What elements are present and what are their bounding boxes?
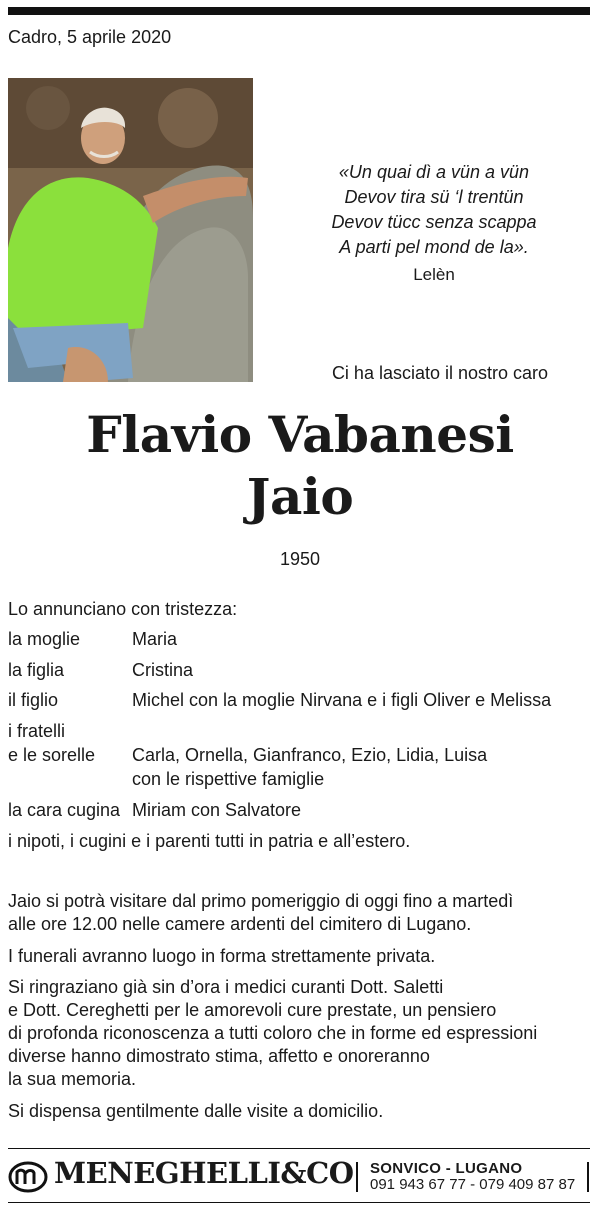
notice-line: la sua memoria. <box>8 1069 137 1089</box>
relatives-line: i nipoti, i cugini e i parenti tutti in patria e all’estero. <box>8 831 411 851</box>
family-value: Miriam con Salvatore <box>132 800 302 820</box>
footer-separator <box>356 1162 358 1192</box>
portrait-photo <box>8 78 253 382</box>
notice-line: Si dispensa gentilmente dalle visite a domicilio. <box>8 1101 384 1121</box>
poem-line: A parti pel mond de la». <box>339 237 529 257</box>
brand-name: MENEGHELLI&CO <box>54 1156 354 1190</box>
funeral-home-logo-icon <box>8 1160 48 1194</box>
footer-location: SONVICO - LUGANO <box>370 1160 523 1177</box>
notice-line: Jaio si potrà visitare dal primo pomeriggio di oggi fino a martedì <box>8 891 514 911</box>
family-value: Michel con la moglie Nirvana e i figli Oliver e Melissa <box>132 690 552 710</box>
family-label: i fratelli <box>8 721 66 741</box>
poem-line: Devov tira sü ‘l trentün <box>344 187 524 207</box>
family-label: la figlia <box>8 660 65 680</box>
footer-separator <box>587 1162 589 1192</box>
announcement: Lo annunciano con tristezza: <box>8 599 238 619</box>
funeral-notice <box>8 945 593 968</box>
deceased-nickname: Jaio <box>246 467 354 526</box>
thanks-notice <box>8 976 593 1091</box>
place-date: Cadro, 5 aprile 2020 <box>8 27 172 47</box>
poem-author: Lelèn <box>413 265 455 284</box>
family-value: con le rispettive famiglie <box>132 769 325 789</box>
deceased-name-block <box>0 404 600 528</box>
family-value: Maria <box>132 629 178 649</box>
visits-notice <box>8 1100 593 1123</box>
footer-rule <box>8 1202 590 1203</box>
notice-line: e Dott. Cereghetti per le amorevoli cure prestate, un pensiero <box>8 1000 497 1020</box>
notice-line: di profonda riconoscenza a tutti coloro che in forme ed espressioni <box>8 1023 538 1043</box>
family-label: la moglie <box>8 629 81 649</box>
notice-line: diverse hanno dimostrato stima, affetto e onoreranno <box>8 1046 430 1066</box>
notice-line: I funerali avranno luogo in forma strettamente privata. <box>8 946 436 966</box>
footer-rule <box>8 1148 590 1149</box>
top-rule <box>8 7 590 15</box>
notice-line: alle ore 12.00 nelle camere ardenti del cimitero di Lugano. <box>8 914 472 934</box>
footer-phones: 091 943 67 77 - 079 409 87 87 <box>370 1176 576 1193</box>
deceased-name: Flavio Vabanesi <box>86 405 514 464</box>
poem <box>290 160 578 260</box>
poem-line: «Un quai dì a vün a vün <box>338 162 530 182</box>
family-value: Carla, Ornella, Gianfranco, Ezio, Lidia, Luisa <box>132 745 488 765</box>
birth-year: 1950 <box>279 549 321 569</box>
poem-line: Devov tücc senza scappa <box>331 212 537 232</box>
family-label: e le sorelle <box>8 745 96 765</box>
notice-line: Si ringraziano già sin d’ora i medici curanti Dott. Saletti <box>8 977 444 997</box>
family-label: il figlio <box>8 690 59 710</box>
intro-line: Ci ha lasciato il nostro caro <box>331 363 549 383</box>
family-label: la cara cugina <box>8 800 121 820</box>
family-value: Cristina <box>132 660 194 680</box>
visit-notice <box>8 890 593 936</box>
